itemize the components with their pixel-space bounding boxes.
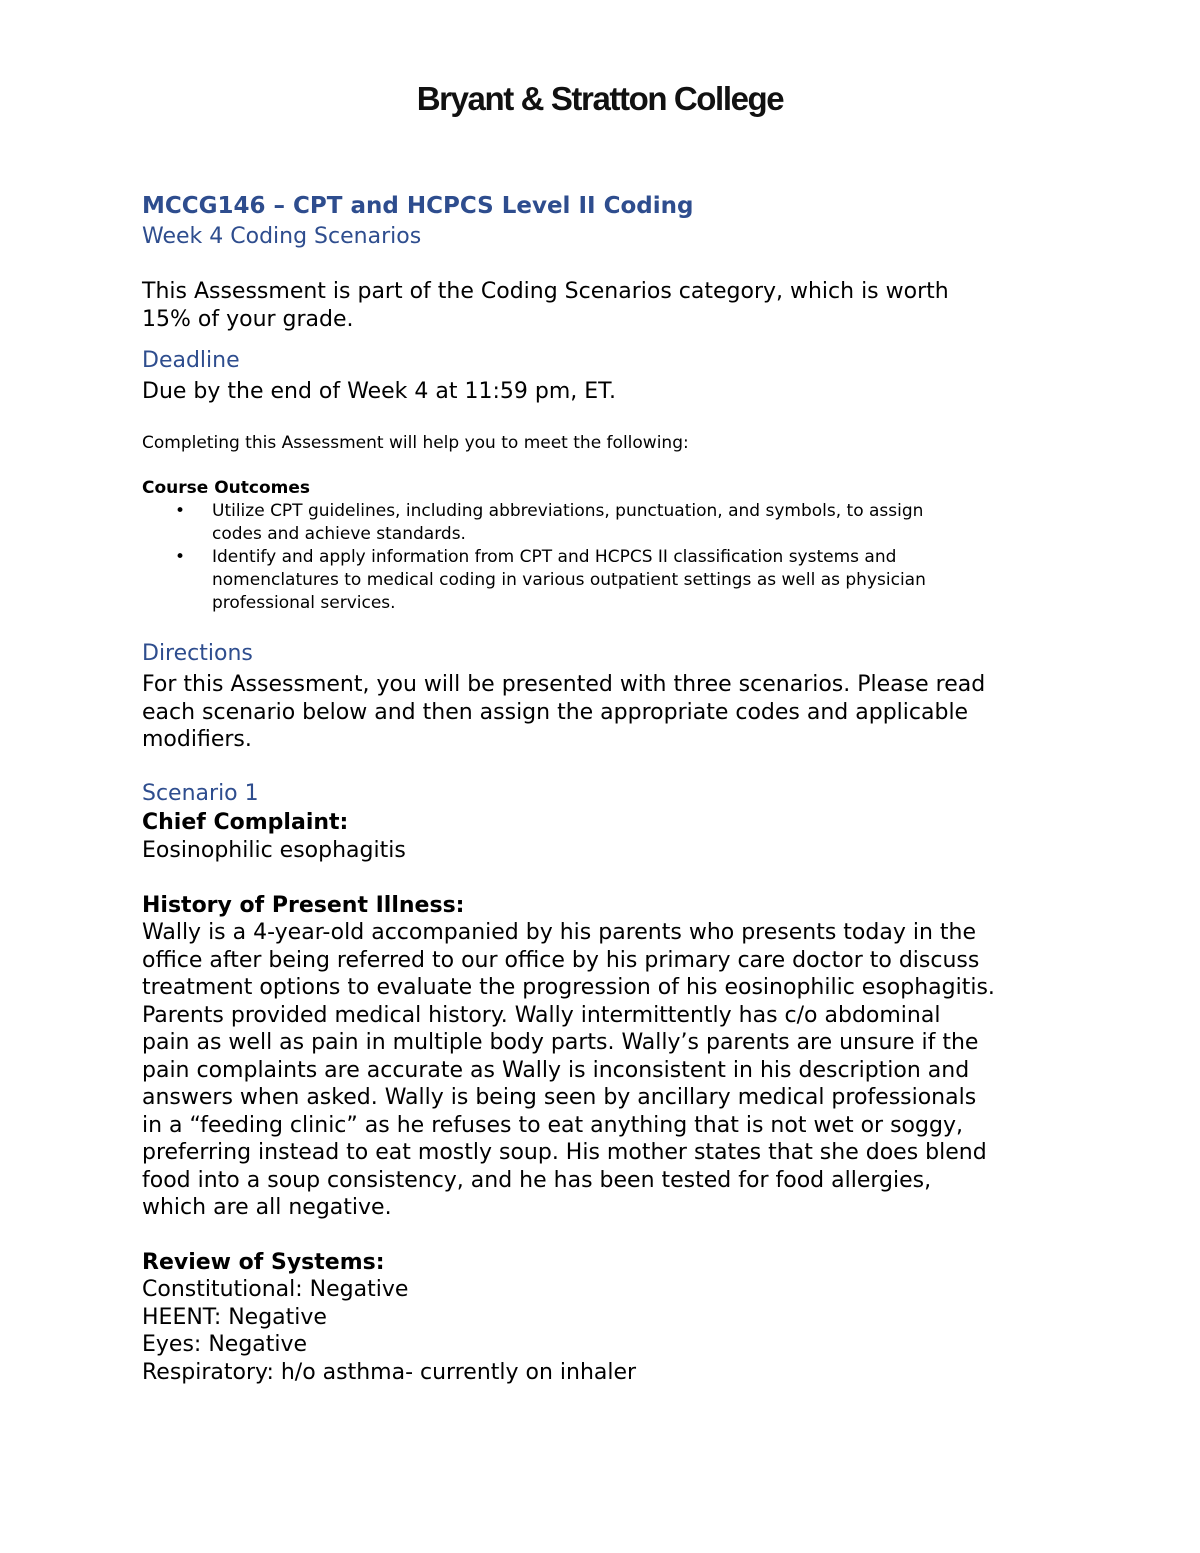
bullet-icon: • <box>175 547 186 567</box>
deadline-text: Due by the end of Week 4 at 11:59 pm, ET. <box>142 379 616 404</box>
course-outcomes-list <box>142 500 1062 615</box>
ros-item: Constitutional: Negative <box>142 1277 409 1302</box>
hpi-line: pain as well as pain in multiple body parts. Wally’s parents are unsure if the <box>142 1030 979 1055</box>
completing-text: Completing this Assessment will help you to meet the following: <box>142 433 689 453</box>
ros-item: Eyes: Negative <box>142 1332 308 1357</box>
list-item <box>142 500 1062 546</box>
hpi-line: food into a soup consistency, and he has been tested for food allergies, <box>142 1167 932 1193</box>
hpi-line: treatment options to evaluate the progression of his eosinophilic esophagitis. <box>142 975 995 1000</box>
directions-line: each scenario below and then assign the appropriate codes and applicable <box>142 699 969 725</box>
course-title: MCCG146 – CPT and HCPCS Level II Coding <box>142 193 694 219</box>
deadline-heading: Deadline <box>142 348 240 373</box>
intro-line: This Assessment is part of the Coding Scenarios category, which is worth <box>142 279 949 304</box>
list-item <box>142 546 1062 615</box>
directions-text <box>142 671 1062 754</box>
review-of-systems-list <box>142 1276 1062 1386</box>
directions-line: For this Assessment, you will be presented with three scenarios. Please read <box>142 672 986 697</box>
outcome-line: codes and achieve standards. <box>212 524 466 544</box>
outcome-line: Identify and apply information from CPT and HCPCS II classification systems and <box>212 547 897 567</box>
directions-heading: Directions <box>142 641 253 666</box>
hpi-line: Wally is a 4-year-old accompanied by his parents who presents today in the <box>142 920 976 945</box>
ros-item: HEENT: Negative <box>142 1304 327 1330</box>
bullet-icon: • <box>175 501 186 521</box>
hpi-line: office after being referred to our office by his primary care doctor to discuss <box>142 947 980 973</box>
course-outcomes-heading: Course Outcomes <box>142 478 311 498</box>
hpi-label: History of Present Illness: <box>142 893 465 918</box>
ros-item: Respiratory: h/o asthma- currently on inhaler <box>142 1359 637 1385</box>
outcome-line: professional services. <box>212 593 396 613</box>
hpi-line: Parents provided medical history. Wally intermittently has c/o abdominal <box>142 1002 941 1028</box>
intro-paragraph <box>142 278 1062 334</box>
hpi-line: pain complaints are accurate as Wally is inconsistent in his description and <box>142 1057 970 1083</box>
college-logo: Bryant & Stratton College <box>416 80 784 117</box>
scenario-1-heading: Scenario 1 <box>142 781 259 806</box>
hpi-line: answers when asked. Wally is being seen by ancillary medical professionals <box>142 1085 977 1110</box>
hpi-line: in a “feeding clinic” as he refuses to eat anything that is not wet or soggy, <box>142 1112 963 1138</box>
outcome-line: Utilize CPT guidelines, including abbreviations, punctuation, and symbols, to assign <box>212 501 924 521</box>
chief-complaint-text: Eosinophilic esophagitis <box>142 838 406 863</box>
intro-line: 15% of your grade. <box>142 307 354 332</box>
hpi-line: preferring instead to eat mostly soup. His mother states that she does blend <box>142 1140 987 1165</box>
hpi-line: which are all negative. <box>142 1195 392 1220</box>
assignment-subtitle: Week 4 Coding Scenarios <box>142 224 422 249</box>
chief-complaint-label: Chief Complaint: <box>142 810 349 835</box>
outcome-line: nomenclatures to medical coding in various outpatient settings as well as physician <box>212 570 926 590</box>
hpi-paragraph <box>142 919 1062 1222</box>
directions-line: modifiers. <box>142 727 252 752</box>
review-of-systems-label: Review of Systems: <box>142 1250 385 1275</box>
